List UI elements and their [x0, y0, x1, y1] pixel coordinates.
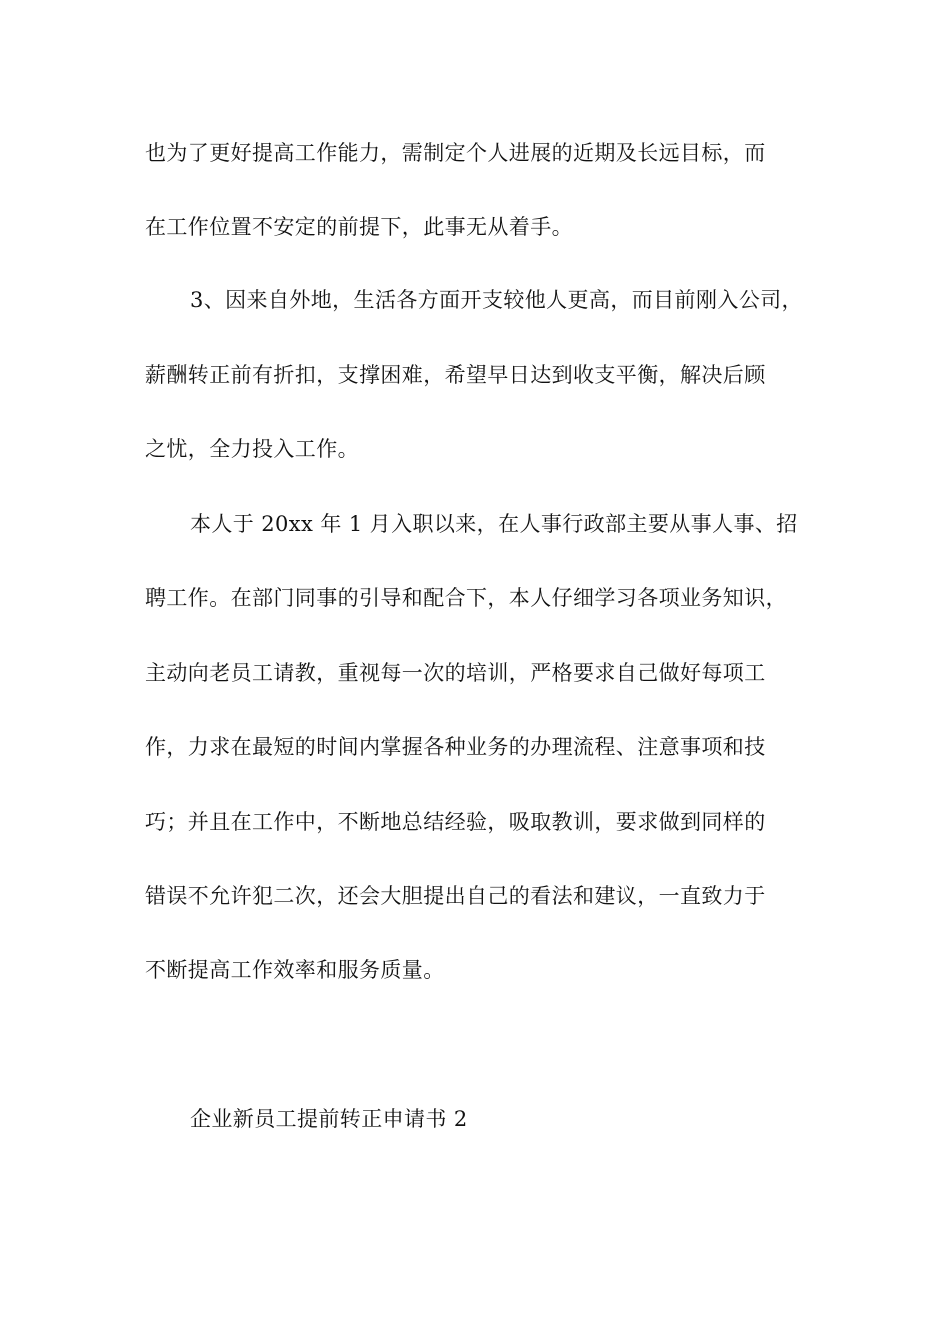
paragraph-line-5: 之忧，全力投入工作。	[145, 437, 359, 461]
paragraph-line-2: 在工作位置不安定的前提下，此事无从着手。	[145, 215, 573, 239]
paragraph-line-7: 聘工作。在部门同事的引导和配合下，本人仔细学习各项业务知识，	[145, 586, 787, 610]
paragraph-line-3: 3、因来自外地，生活各方面开支较他人更高，而目前刚入公司，	[190, 288, 803, 312]
paragraph-line-11: 错误不允许犯二次，还会大胆提出自己的看法和建议，一直致力于	[145, 884, 766, 908]
paragraph-line-10: 巧；并且在工作中，不断地总结经验，吸取教训，要求做到同样的	[145, 810, 766, 834]
paragraph-line-9: 作，力求在最短的时间内掌握各种业务的办理流程、注意事项和技	[145, 735, 766, 759]
paragraph-line-8: 主动向老员工请教，重视每一次的培训，严格要求自己做好每项工	[145, 661, 766, 685]
paragraph-line-12: 不断提高工作效率和服务质量。	[145, 958, 445, 982]
paragraph-line-1: 也为了更好提高工作能力，需制定个人进展的近期及长远目标，而	[145, 141, 766, 165]
paragraph-line-6: 本人于 20xx 年 1 月入职以来，在人事行政部主要从事人事、招	[190, 512, 798, 536]
section-title: 企业新员工提前转正申请书 2	[190, 1107, 468, 1131]
paragraph-line-4: 薪酬转正前有折扣，支撑困难，希望早日达到收支平衡，解决后顾	[145, 363, 766, 387]
